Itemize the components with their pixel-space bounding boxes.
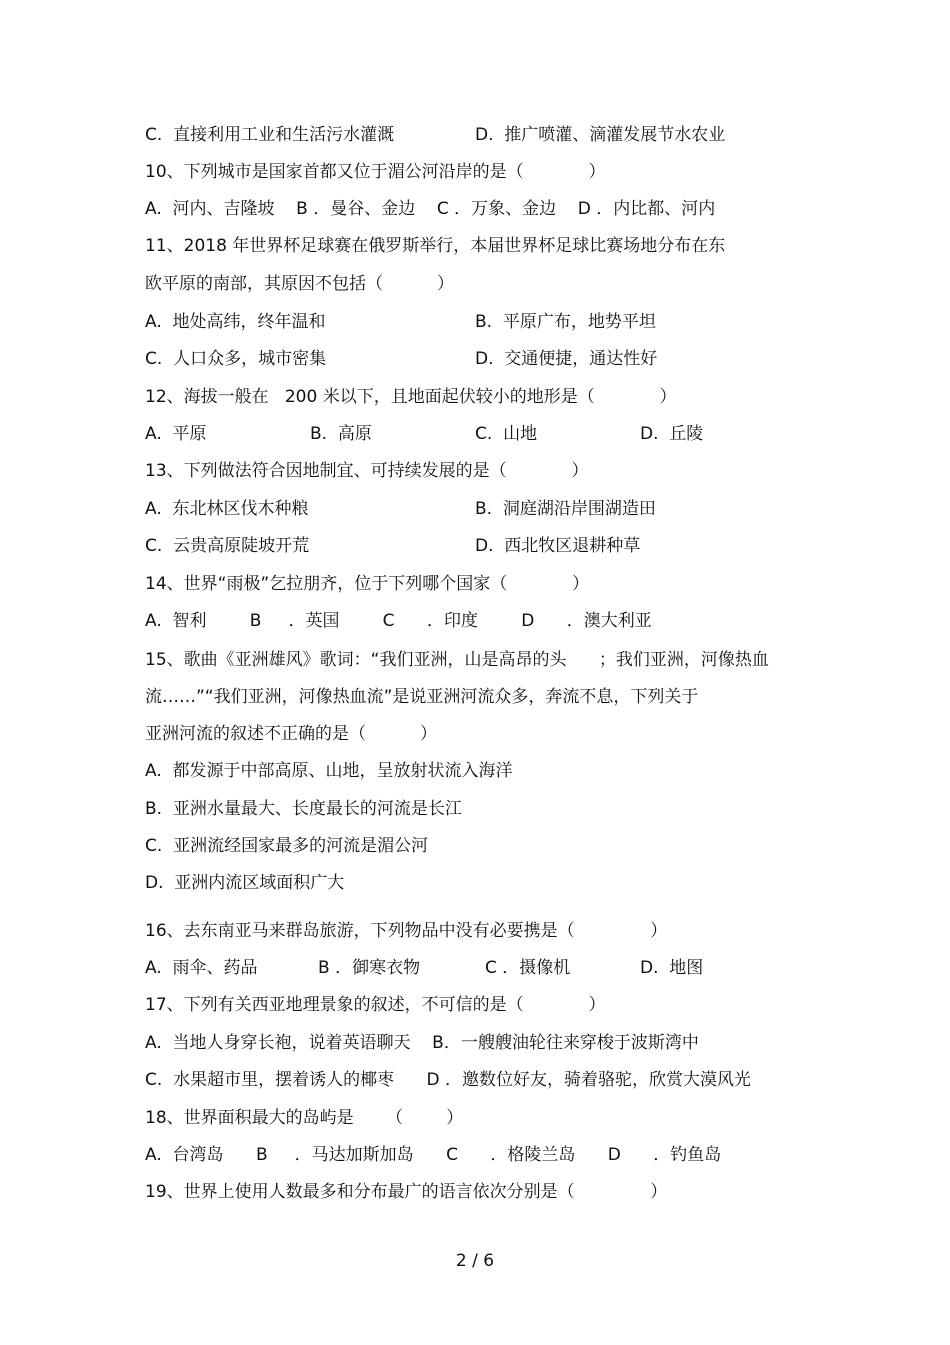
option-b: B ．御寒衣物 (318, 958, 421, 978)
option-line (145, 533, 641, 559)
option-d: D. 西北牧区退耕种草 (475, 536, 641, 556)
option-c: C. 人口众多，城市密集 (145, 349, 327, 369)
question-14: 14、世界“雨极”乞拉朋齐，位于下列哪个国家（ ） (145, 574, 590, 594)
options-17-ab: A. 当地人身穿长袍，说着英语聊天 B．一艘艘油轮往来穿梭于波斯湾中 (145, 1033, 699, 1053)
option-a: A. 都发源于中部高原、山地，呈放射状流入海洋 (145, 761, 513, 781)
question-15-cont: 亚洲河流的叙述不正确的是（ ） (145, 724, 438, 744)
question-15-cont: 流……”“我们亚洲，河像热血流”是说亚洲河流众多，奔流不息，下列关于 (145, 687, 699, 707)
option-a: A. 雨伞、药品 (145, 958, 258, 978)
question-10: 10、下列城市是国家首都又位于湄公河沿岸的是（ ） (145, 162, 606, 182)
question-15: 15、歌曲《亚洲雄风》歌词：“我们亚洲，山是高昂的头 ；我们亚洲，河像热血 (145, 650, 769, 670)
option-d: D. 交通便捷，通达性好 (475, 349, 658, 369)
option-d: D. 丘陵 (640, 424, 704, 444)
option-b: B. 平原广布，地势平坦 (475, 312, 656, 332)
option-c: C. 亚洲流经国家最多的河流是湄公河 (145, 836, 429, 856)
option-line (145, 122, 726, 148)
options-17-cd: C. 水果超市里，摆着诱人的椰枣 D ．邀数位好友，骑着骆驼，欣赏大漠风光 (145, 1070, 751, 1090)
question-12: 12、海拔一般在 200 米以下，且地面起伏较小的地形是（ ） (145, 387, 677, 407)
option-line (145, 346, 658, 372)
question-11: 11、2018 年世界杯足球赛在俄罗斯举行，本届世界杯足球比赛场地分布在东 (145, 236, 726, 256)
question-13: 13、下列做法符合因地制宜、可持续发展的是（ ） (145, 461, 589, 481)
option-line (145, 309, 656, 335)
option-b: B. 洞庭湖沿岸围湖造田 (475, 499, 656, 519)
option-line (145, 496, 656, 522)
question-11-cont: 欧平原的南部，其原因不包括（ ） (145, 274, 455, 294)
options-10: A. 河内、吉隆坡 B ．曼谷、金边 C ．万象、金边 D ．内比都、河内 (145, 199, 716, 219)
option-b: B. 高原 (310, 424, 372, 444)
question-18: 18、世界面积最大的岛屿是 （ ） (145, 1108, 464, 1128)
page-number: 2 / 6 (455, 1251, 495, 1271)
option-a: A. 平原 (145, 424, 207, 444)
option-d: D. 地图 (640, 958, 704, 978)
option-c: C ．摄像机 (485, 958, 571, 978)
question-16: 16、去东南亚马来群岛旅游，下列物品中没有必要携是（ ） (145, 921, 668, 941)
options-18: A. 台湾岛 B ．马达加斯加岛 C ．格陵兰岛 D ．钓鱼岛 (145, 1145, 722, 1165)
question-19: 19、世界上使用人数最多和分布最广的语言依次分别是（ ） (145, 1182, 668, 1202)
option-b: B. 亚洲水量最大、长度最长的河流是长江 (145, 799, 462, 819)
option-c: C. 云贵高原陡坡开荒 (145, 536, 310, 556)
question-17: 17、下列有关西亚地理景象的叙述，不可信的是（ ） (145, 995, 606, 1015)
option-a: A. 东北林区伐木种粮 (145, 499, 309, 519)
option-d: D. 亚洲内流区域面积广大 (145, 873, 345, 893)
options-14: A. 智利 B ．英国 C ．印度 D ．澳大利亚 (145, 611, 652, 631)
option-a: A. 地处高纬，终年温和 (145, 312, 326, 332)
option-c: C. 山地 (475, 424, 538, 444)
option-c: C. 直接利用工业和生活污水灌溉 (145, 125, 395, 145)
option-d: D. 推广喷灌、滴灌发展节水农业 (475, 125, 726, 145)
